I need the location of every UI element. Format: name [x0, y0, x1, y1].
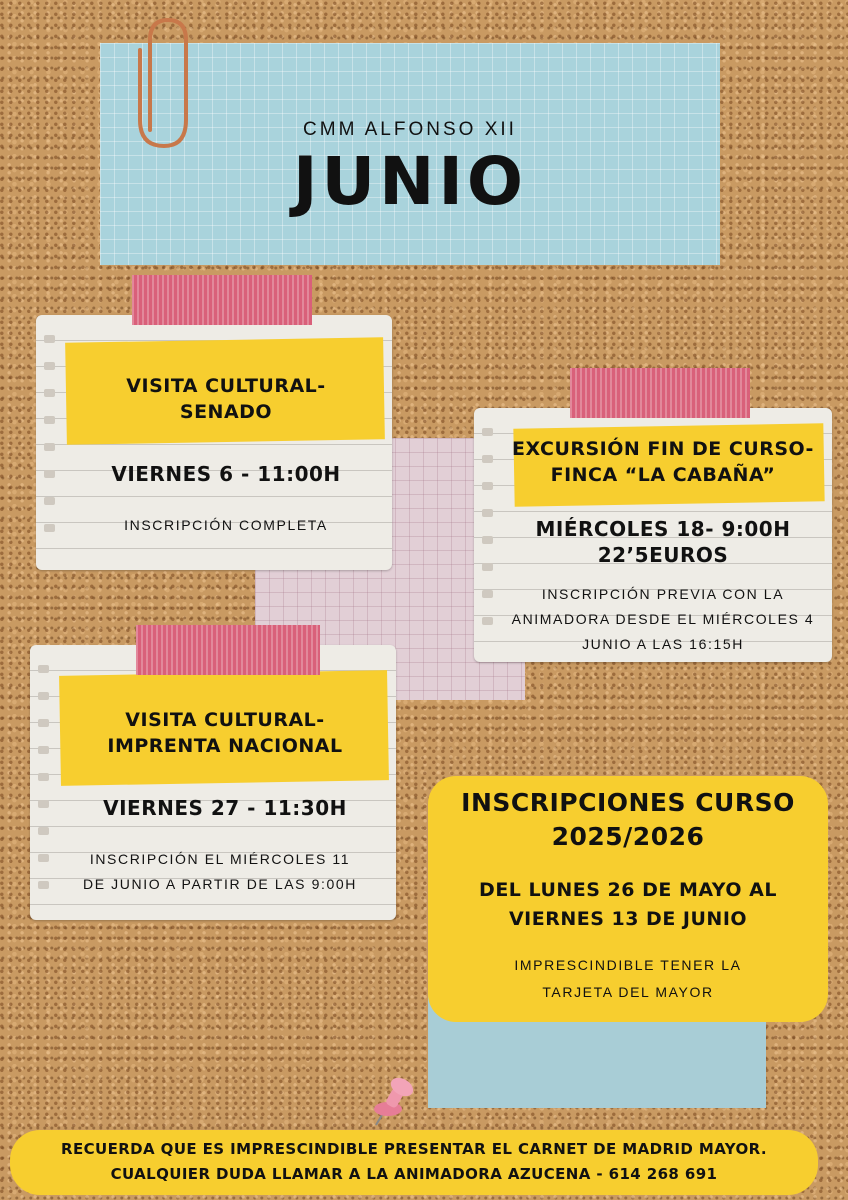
- header-title: JUNIO: [292, 143, 528, 220]
- event-card-excursion: [474, 408, 832, 662]
- event-date: VIERNES 27 - 11:30H: [103, 796, 347, 820]
- registration-panel: [428, 776, 828, 1022]
- notebook-holes: [44, 335, 56, 551]
- washi-tape: [136, 625, 320, 675]
- event-date: VIERNES 6 - 11:00H: [111, 462, 341, 486]
- paperclip-icon: [128, 10, 196, 150]
- event-note: INSCRIPCIÓN EL MIÉRCOLES 11 DE JUNIO A PARTIR DE LAS 9:00H: [83, 851, 357, 892]
- event-card-senado: [36, 315, 392, 570]
- event-title: EXCURSIÓN FIN DE CURSO- FINCA “LA CABAÑA”: [512, 438, 814, 486]
- washi-tape: [132, 275, 312, 325]
- footer-text: RECUERDA QUE ES IMPRESCINDIBLE PRESENTAR EL CARNET DE MADRID MAYOR. CUALQUIER DUDA LLAMAR A LA ANIMADORA AZUCENA - 614 268 691: [61, 1140, 767, 1183]
- notebook-holes: [38, 665, 50, 908]
- washi-tape: [570, 368, 750, 418]
- registration-title: INSCRIPCIONES CURSO 2025/2026: [461, 788, 795, 851]
- pushpin-icon: [370, 1075, 420, 1135]
- event-note: INSCRIPCIÓN PREVIA CON LA ANIMADORA DESDE EL MIÉRCOLES 4 JUNIO A LAS 16:15H: [511, 586, 815, 652]
- footer-banner: [10, 1130, 818, 1195]
- event-title: VISITA CULTURAL- SENADO: [126, 375, 326, 423]
- notebook-holes: [482, 428, 494, 644]
- header-subtitle: CMM ALFONSO XII: [303, 119, 517, 140]
- event-title: VISITA CULTURAL- IMPRENTA NACIONAL: [107, 709, 343, 757]
- event-note: INSCRIPCIÓN COMPLETA: [124, 517, 328, 533]
- event-price: 22’5EUROS: [597, 543, 729, 567]
- registration-note: IMPRESCINDIBLE TENER LA TARJETA DEL MAYOR: [514, 957, 742, 1000]
- event-date: MIÉRCOLES 18- 9:00H 22’5EUROS: [498, 516, 828, 568]
- event-card-imprenta: [30, 645, 396, 920]
- registration-dates: DEL LUNES 26 DE MAYO AL VIERNES 13 DE JUNIO: [479, 879, 777, 930]
